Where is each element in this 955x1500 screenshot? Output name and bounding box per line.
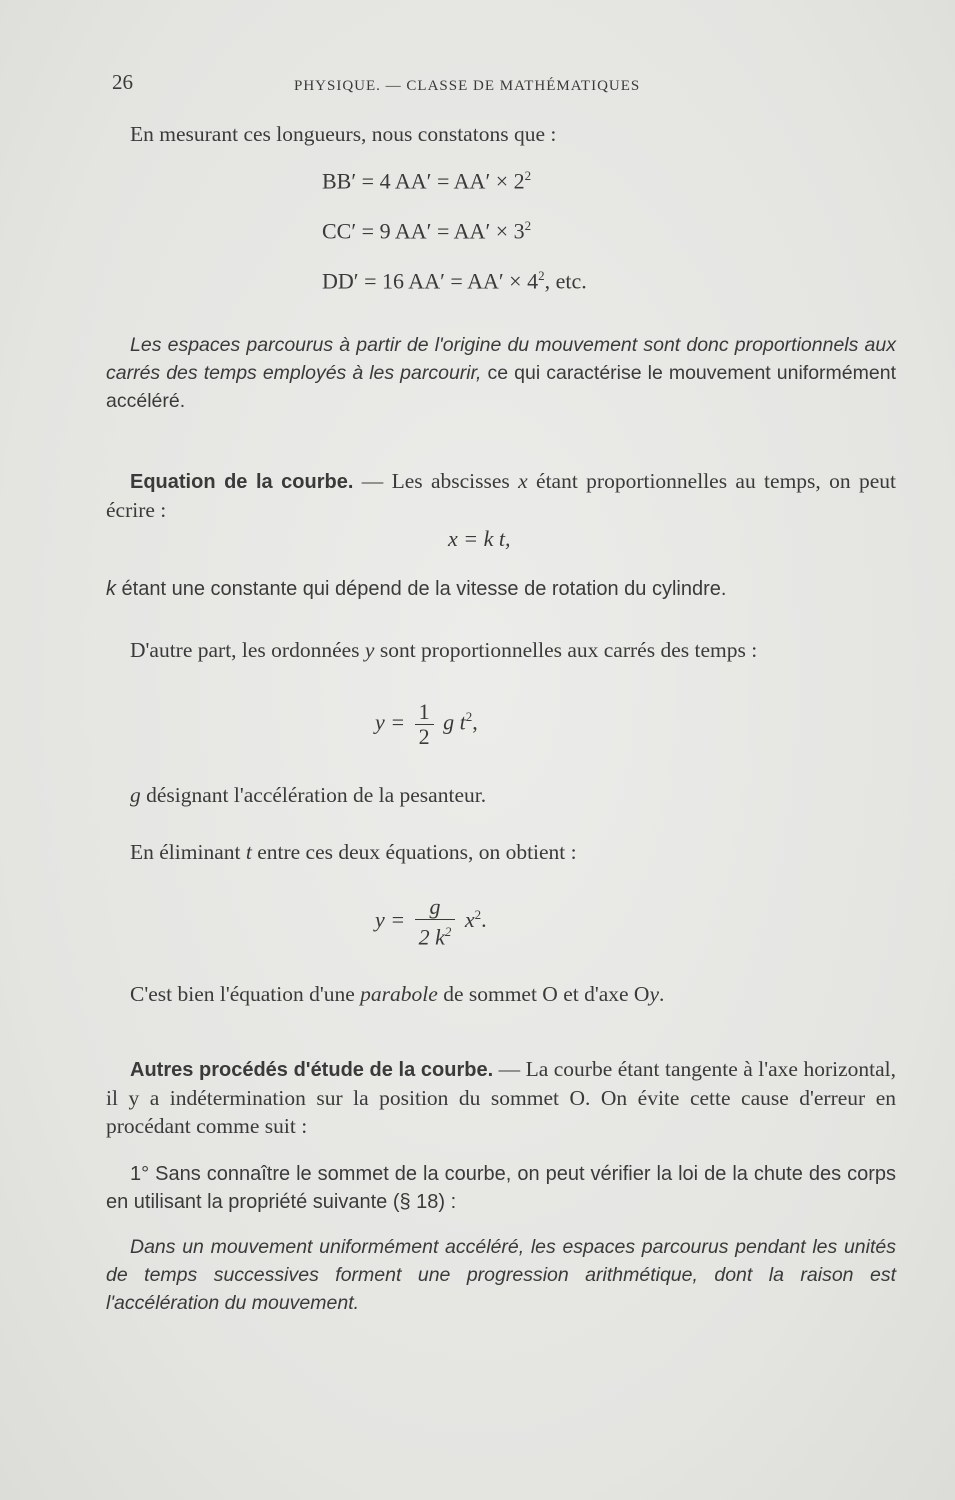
section-autres-procedes: Autres procédés d'étude de la courbe. — La courbe étant tangente à l'axe horizontal, il y a indétermination sur la position du sommet O. On évite cette cause d'erreur en procédant comme suit :	[106, 1057, 896, 1138]
running-title: PHYSIQUE. — CLASSE DE MATHÉMATIQUES	[294, 78, 641, 94]
ordinates-paragraph: D'autre part, les ordonnées y sont proportionnelles aux carrés des temps :	[130, 638, 758, 662]
page-number: 26	[112, 70, 133, 94]
equation-dd: DD′ = 16 $AA' = AA' \times 4^2$, etc.	[322, 268, 587, 294]
k-definition: k étant une constante qui dépend de la vitesse de rotation du cylindre.	[106, 578, 727, 600]
g-definition: g désignant l'accélération de la pesanteur.	[130, 783, 487, 807]
italic-rule: Dans un mouvement uniformément accéléré, les espaces parcourus pendant les unités de temps successives forment une progression arithmétique, dont la raison est l'accélération du mouvement.	[106, 1236, 896, 1314]
section-equation-courbe: Equation de la courbe. — Les abscisses x étant proportionnelles au temps, on peut écrire :	[106, 469, 896, 522]
parabola-statement: C'est bien l'équation d'une parabole de sommet O et d'axe Oy.	[130, 982, 665, 1006]
equation-cc: CC′ = 9 $AA' = AA' \times 3^2$	[322, 218, 532, 244]
item-1-paragraph: 1° Sans connaître le sommet de la courbe, on peut vérifier la loi de la chute des corps en utilisant la propriété suivante (§ 18) :	[106, 1163, 896, 1213]
section-heading: Equation de la courbe.	[130, 471, 354, 493]
equation-y-half-gt2: y = $\frac{1}{2}$ g $t^2$,	[375, 699, 478, 749]
equation-bb: BB′ = 4 $AA' = AA' \times 2^2$	[322, 168, 532, 194]
conclusion-paragraph: Les espaces parcourus à partir de l'origine du mouvement sont donc proportionnels aux carrés des temps employés à les parcourir, ce qui caractérise le mouvement uniformément accéléré.	[106, 334, 896, 412]
section-heading: Autres procédés d'étude de la courbe.	[130, 1059, 494, 1081]
elimination-paragraph: En éliminant t entre ces deux équations, on obtient :	[130, 840, 577, 864]
equation-x-kt: x = k t,	[448, 526, 511, 551]
intro-paragraph: En mesurant ces longueurs, nous constatons que :	[130, 122, 557, 146]
equation-parabola: y = $\frac{g}{2 k^2}$ $x^2$.	[375, 894, 487, 950]
